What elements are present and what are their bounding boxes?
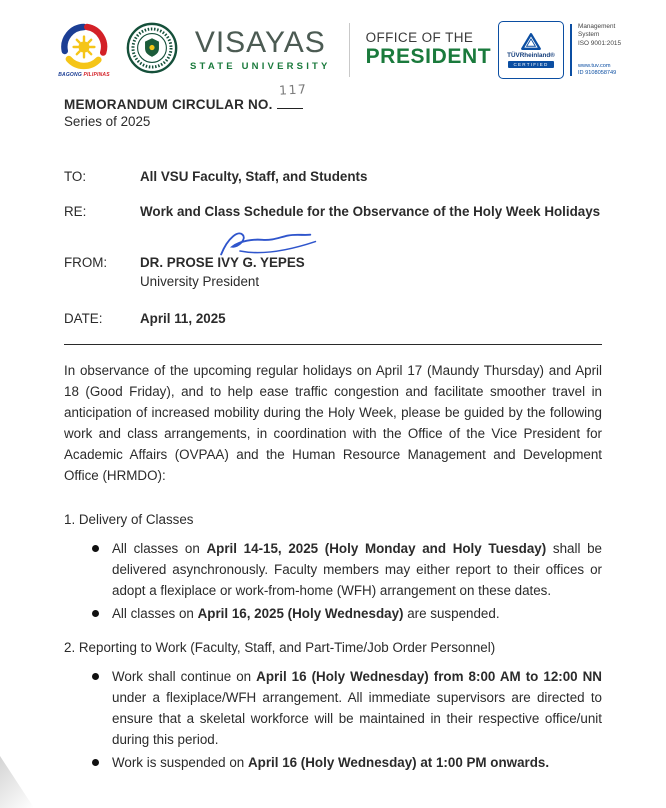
tuv-badge-divider [570,24,572,76]
tuv-mgmt-line1: Management [578,23,616,30]
section-1-bullets [92,538,602,624]
bullet-item [92,603,602,624]
tuv-brand-label: TÜVRheinland® [507,52,555,59]
field-date [64,311,616,328]
re-value: Work and Class Schedule for the Observance of the Holy Week Holidays [140,203,601,219]
field-from [64,255,616,292]
re-label: RE: [64,203,87,219]
vsu-seal [126,22,178,79]
memo-fields [64,169,616,328]
field-re [64,204,616,221]
intro-paragraph: In observance of the upcoming regular holidays on April 17 (Maundy Thursday) and April 18 (Good Friday), and to help ease traffic congestion and facilitate smoother travel in anticipation of increased mobility during the Holy Week, please be guided by the following work and class arrangements, in coordination with the Office of the Vice President for Academic Affairs (OVPAA) and the Human Resource Management and Development Office (HRMDO): [64,362,602,483]
letterhead-divider [349,23,350,77]
from-name: DR. PROSE IVY G. YEPES [140,254,305,270]
scan-artifact [0,756,34,808]
bullet-icon [92,545,99,552]
tuv-badge-box [498,21,564,79]
tuv-url: www.tuv.com [578,63,611,70]
memo-number-blank [277,81,308,109]
memo-series-line: Series of 2025 [64,114,151,129]
letterhead [0,0,666,88]
to-value: All VSU Faculty, Staff, and Students [140,169,368,184]
field-to [64,169,616,186]
pilipinas-word: PILIPINAS [83,71,110,78]
tuv-iso-label: ISO 9001:2015 [578,39,621,47]
bullet-icon [92,759,99,766]
bagong-pilipinas-logo [54,23,114,78]
bullet-icon [92,673,99,680]
tuv-certified-label: CERTIFIED [508,61,555,68]
tuv-certification-badge [498,21,640,79]
university-wordmark [190,28,331,72]
bullet-item [92,752,602,773]
tuv-url-id [578,63,640,77]
tuv-badge-text [578,21,640,79]
office-line1: OFFICE OF THE [365,30,474,46]
memo-number-line [64,81,602,112]
to-label: TO: [64,169,87,184]
bagong-pilipinas-sun-icon [60,23,108,71]
section-2-heading: 2. Reporting to Work (Faculty, Staff, and Part-Time/Job Order Personnel) [64,639,496,655]
date-label: DATE: [64,311,103,326]
office-title [366,30,492,69]
bullet-text: All classes on April 16, 2025 (Holy Wednesday) are suspended. [112,605,500,621]
section-2-bullets [92,666,602,773]
memo-handwritten-number: 117 [278,81,308,98]
memo-circular-label: MEMORANDUM CIRCULAR NO. [64,97,273,112]
university-subname: STATE UNIVERSITY [190,61,331,72]
bullet-item [92,538,602,601]
tuv-mgmt-line2: System [578,31,600,39]
tuv-mgmt-system-label [578,23,640,48]
bullet-item [92,666,602,750]
date-value: April 11, 2025 [140,311,226,326]
from-label: FROM: [64,254,108,270]
tuv-cert-id: ID 9108058749 [578,70,617,77]
bullet-text: All classes on April 14-15, 2025 (Holy Monday and Holy Tuesday) shall be delivered asynchronously. Faculty members may either report to their offices or adopt a flexiplace or work-from-home (WFH) arrangement on these dates. [112,540,603,598]
university-name: VISAYAS [194,26,326,59]
bullet-text: Work is suspended on April 16 (Holy Wednesday) at 1:00 PM onwards. [112,754,550,770]
bagong-pilipinas-caption [58,72,110,78]
header-rule [64,344,602,345]
tuv-triangle-icon [520,32,542,51]
bagong-word: BAGONG [58,71,82,78]
from-title: University President [140,274,260,290]
office-line2: PRESIDENT [365,45,492,69]
bullet-icon [92,610,99,617]
vsu-seal-icon [126,22,178,74]
bullet-text: Work shall continue on April 16 (Holy Wednesday) from 8:00 AM to 12:00 NN under a flexiplace/WFH arrangement. All immediate supervisors are directed to ensure that a skeletal workforce will be maintained in their respective office/unit during this period. [112,668,602,747]
section-1-heading: 1. Delivery of Classes [64,511,194,527]
